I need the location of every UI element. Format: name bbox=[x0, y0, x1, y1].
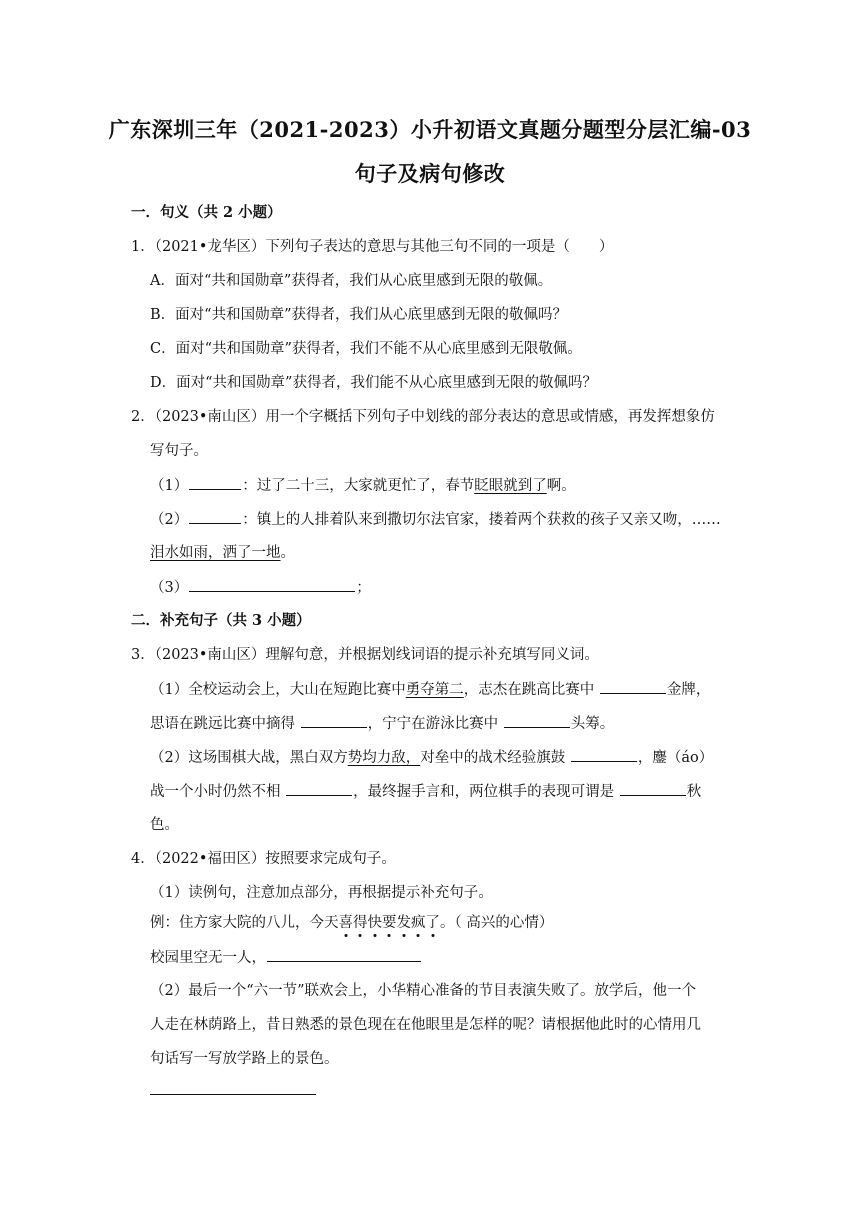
question-3-stem: 3．（2023•南山区）理解句意，并根据划线词语的提示补充填写同义词。 bbox=[131, 647, 599, 663]
sentence-text: 例：住方家大院的八儿，今天 bbox=[150, 915, 339, 931]
sub-number: （3） bbox=[150, 580, 189, 596]
question-1-stem: 1．（2021•龙华区）下列句子表达的意思与其他三句不同的一项是（ ） bbox=[131, 239, 614, 255]
fill-blank[interactable] bbox=[504, 713, 570, 728]
sentence-text: ； bbox=[356, 580, 371, 596]
fill-blank[interactable] bbox=[571, 747, 637, 762]
question-3-part-1-line1 bbox=[150, 679, 710, 700]
sub-number: （1） bbox=[150, 478, 189, 494]
fill-blank[interactable] bbox=[301, 713, 367, 728]
question-2-sub-3 bbox=[150, 577, 371, 598]
question-4-example bbox=[150, 913, 553, 933]
sentence-text: （1）全校运动会上，大山在短跑比赛中 bbox=[150, 682, 406, 698]
emphasized-char: 快 bbox=[367, 915, 382, 931]
question-2-stem-line2: 写句子。 bbox=[150, 443, 208, 459]
section-heading-sentence-meaning: 一．句义（共 2 小题） bbox=[131, 204, 282, 221]
sentence-text: 金牌， bbox=[666, 682, 711, 698]
fill-blank[interactable] bbox=[286, 781, 352, 796]
emphasized-char: 了 bbox=[425, 915, 440, 931]
emphasized-char: 喜 bbox=[338, 915, 353, 931]
section-heading-complete-sentences: 二．补充句子（共 3 小题） bbox=[131, 612, 311, 629]
question-1-option-d: D．面对“共和国勋章”获得者，我们能不从心底里感到无限的敬佩吗？ bbox=[150, 375, 597, 391]
question-4-part-2-line2: 人走在林荫路上，昔日熟悉的景色现在在他眼里是怎样的呢？请根据他此时的心情用几 bbox=[150, 1017, 701, 1033]
sentence-text: 秋 bbox=[686, 784, 702, 800]
question-4-fill bbox=[150, 947, 422, 968]
fill-blank[interactable] bbox=[189, 577, 355, 592]
question-2-sub-2-cont bbox=[150, 543, 295, 563]
question-4-stem: 4．（2022•福田区）按照要求完成句子。 bbox=[131, 851, 396, 867]
document-title-line1: 广东深圳三年（2021-2023）小升初语文真题分题型分层汇编-03 bbox=[108, 117, 752, 142]
emphasized-char: 得 bbox=[353, 915, 368, 931]
fill-blank[interactable] bbox=[600, 679, 666, 694]
question-1-option-b: B．面对“共和国勋章”获得者，我们从心底里感到无限的敬佩吗？ bbox=[150, 307, 567, 323]
question-1-option-c: C．面对“共和国勋章”获得者，我们不能不从心底里感到无限敬佩。 bbox=[150, 341, 582, 357]
question-1-option-a: A．面对“共和国勋章”获得者，我们从心底里感到无限的敬佩。 bbox=[150, 273, 553, 289]
answer-writing-line[interactable] bbox=[150, 1094, 316, 1095]
sentence-text: 头筹。 bbox=[570, 716, 615, 732]
emphasized-char: 疯 bbox=[411, 915, 426, 931]
emphasized-char: 要 bbox=[382, 915, 397, 931]
emphasized-phrase bbox=[339, 915, 441, 931]
sub-number: （2） bbox=[150, 512, 189, 528]
question-3-part-2-line1 bbox=[150, 747, 713, 768]
question-3-part-2-line2 bbox=[150, 781, 701, 802]
question-2-sub-1 bbox=[150, 475, 576, 496]
fill-blank[interactable] bbox=[267, 947, 421, 962]
sentence-text: 战一个小时仍然不相 bbox=[150, 784, 286, 800]
sentence-text: 对垒中的战术经验旗鼓 bbox=[420, 750, 570, 766]
sentence-text: ，志杰在跳高比赛中 bbox=[463, 682, 599, 698]
question-4-part-1: （1）读例句，注意加点部分，再根据提示补充句子。 bbox=[150, 885, 493, 901]
fill-blank[interactable] bbox=[189, 509, 241, 524]
fill-blank[interactable] bbox=[189, 475, 241, 490]
question-4-part-2-line1: （2）最后一个“六一节”联欢会上，小华精心准备的节目表演失败了。放学后，他一个 bbox=[150, 983, 697, 999]
underlined-phrase: 泪水如雨，洒了一地 bbox=[150, 545, 281, 561]
sentence-text: 校园里空无一人， bbox=[150, 950, 266, 966]
sentence-text: ：镇上的人排着队来到撒切尔法官家，搂着两个获救的孩子又亲又吻，…… bbox=[242, 512, 721, 528]
fill-blank[interactable] bbox=[620, 781, 686, 796]
question-2-stem-line1: 2．（2023•南山区）用一个字概括下列句子中划线的部分表达的意思或情感，再发挥想象仿 bbox=[131, 409, 715, 425]
document-title-line2: 句子及病句修改 bbox=[354, 161, 506, 186]
sentence-text: ，宁宁在游泳比赛中 bbox=[367, 716, 503, 732]
underlined-phrase: 勇夺第二 bbox=[405, 682, 464, 698]
sentence-text: 。 bbox=[280, 545, 295, 561]
sentence-text: 。（ 高兴的心情） bbox=[440, 915, 554, 931]
sentence-text: ：过了二十三，大家就更忙了，春节 bbox=[242, 478, 475, 494]
sentence-text: ，鏖（áo） bbox=[637, 750, 714, 766]
sentence-text: ，最终握手言和，两位棋手的表现可谓是 bbox=[353, 784, 619, 800]
sentence-text: （2）这场围棋大战，黑白双方 bbox=[150, 750, 348, 766]
question-3-part-2-line3: 色。 bbox=[150, 817, 179, 833]
underlined-phrase: 眨眼就到了 bbox=[474, 478, 547, 494]
sentence-text: 思语在跳远比赛中摘得 bbox=[150, 716, 300, 732]
sentence-text: 啊。 bbox=[546, 478, 576, 494]
underlined-phrase: 势均力敌， bbox=[347, 750, 421, 766]
question-3-part-1-line2 bbox=[150, 713, 614, 734]
question-4-part-2-line3: 句话写一写放学路上的景色。 bbox=[150, 1051, 339, 1067]
question-2-sub-2 bbox=[150, 509, 721, 530]
emphasized-char: 发 bbox=[396, 915, 411, 931]
